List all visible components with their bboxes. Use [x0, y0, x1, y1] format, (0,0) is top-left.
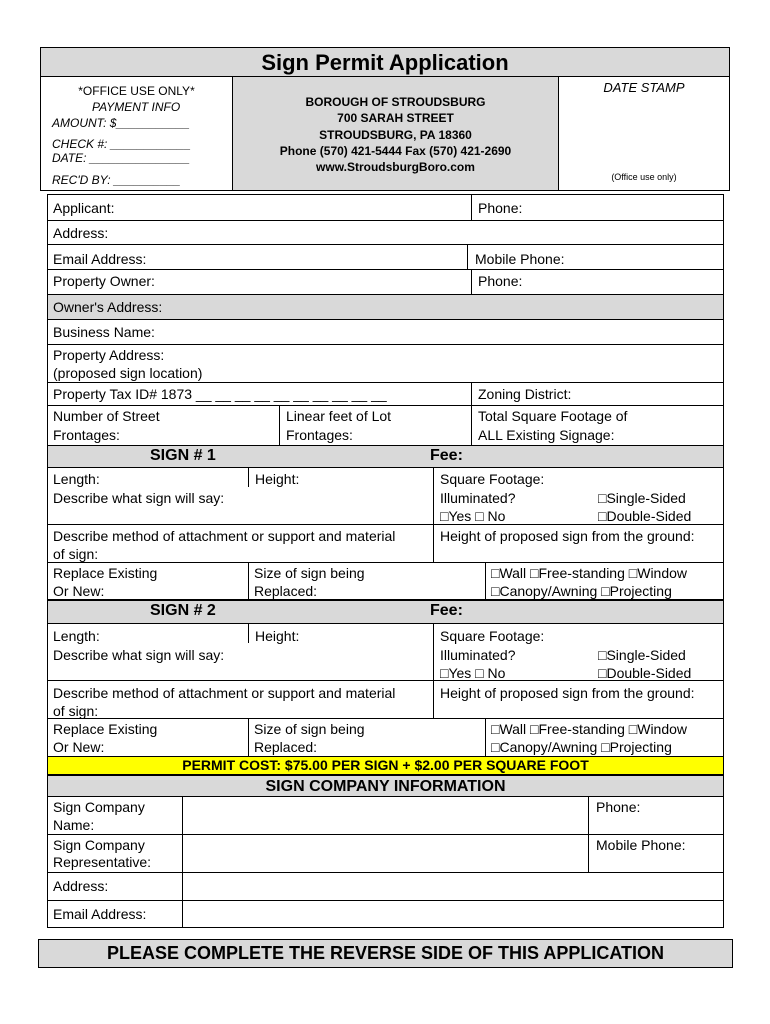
- date-stamp-label: DATE STAMP: [603, 80, 685, 95]
- borough-phone: Phone (570) 421-5444 Fax (570) 421-2690: [279, 144, 512, 158]
- payment-info-label: PAYMENT INFO: [92, 100, 181, 114]
- check-field[interactable]: CHECK #: ____________: [52, 137, 191, 151]
- sign-company-rep-sublabel: Representative:: [53, 854, 152, 870]
- sign-company-phone-field[interactable]: Phone:: [596, 799, 641, 815]
- sign-1-size-replaced[interactable]: Size of sign being: [254, 565, 365, 581]
- amount-field[interactable]: AMOUNT: $___________: [52, 116, 190, 130]
- sign-2-replace-cont: Or New:: [53, 739, 105, 755]
- sign-1-yes-no[interactable]: □Yes □ No: [440, 508, 506, 524]
- sign-company-address-input[interactable]: [183, 873, 723, 900]
- applicant-field[interactable]: Applicant:: [53, 200, 115, 216]
- sign-2-size-replaced[interactable]: Size of sign being: [254, 721, 365, 737]
- sign-1-replace-cont: Or New:: [53, 583, 105, 599]
- sign-company-rep-input[interactable]: [183, 835, 588, 872]
- sign-1-double-sided[interactable]: □Double-Sided: [598, 508, 692, 524]
- sign-2-replace[interactable]: Replace Existing: [53, 721, 158, 737]
- sign-1-method-cont: of sign:: [53, 546, 99, 562]
- linear-feet-label[interactable]: Linear feet of Lot: [286, 408, 392, 424]
- sign-1-length[interactable]: Length:: [53, 471, 100, 487]
- permit-cost-text: PERMIT COST: $75.00 PER SIGN + $2.00 PER SQUARE FOOT: [182, 757, 589, 773]
- sign-1-types-row-1[interactable]: □Wall □Free-standing □Window: [491, 565, 688, 581]
- property-address-sublabel: (proposed sign location): [53, 365, 203, 381]
- sign-company-name-input[interactable]: [183, 797, 588, 834]
- address-field[interactable]: Address:: [53, 225, 109, 241]
- sign-2-height-ground[interactable]: Height of proposed sign from the ground:: [440, 685, 695, 701]
- business-name-field[interactable]: Business Name:: [53, 324, 155, 340]
- sign-2-yes-no[interactable]: □Yes □ No: [440, 665, 506, 681]
- total-sqft-label[interactable]: Total Square Footage of: [478, 408, 628, 424]
- sign-1-height-ground[interactable]: Height of proposed sign from the ground:: [440, 528, 695, 544]
- sign-company-heading: SIGN COMPANY INFORMATION: [265, 778, 506, 795]
- sign-1-height[interactable]: Height:: [255, 471, 300, 487]
- property-address-label[interactable]: Property Address:: [53, 347, 165, 363]
- sign-company-rep-label: Sign Company: [53, 837, 145, 853]
- sign-1-size-replaced-cont: Replaced:: [254, 583, 318, 599]
- sign-2-size-replaced-cont: Replaced:: [254, 739, 318, 755]
- recd-by-field[interactable]: REC'D BY: __________: [52, 173, 181, 187]
- sign-2-square-footage[interactable]: Square Footage:: [440, 628, 545, 644]
- sign-company-email-label: Email Address:: [53, 906, 147, 922]
- applicant-phone-field[interactable]: Phone:: [478, 200, 523, 216]
- mobile-phone-field[interactable]: Mobile Phone:: [475, 251, 565, 267]
- property-tax-id-field[interactable]: Property Tax ID# 1873 __ __ __ __ __ __ __ __ __ __: [53, 386, 387, 402]
- sign-2-illuminated: Illuminated?: [440, 647, 516, 663]
- owners-address-field[interactable]: Owner's Address:: [53, 299, 163, 315]
- borough-city: STROUDSBURG, PA 18360: [319, 128, 472, 142]
- sign-2-height[interactable]: Height:: [255, 628, 300, 644]
- email-field[interactable]: Email Address:: [53, 251, 147, 267]
- sign-1-method[interactable]: Describe method of attachment or support and material: [53, 528, 396, 544]
- sign-1-heading: SIGN # 1: [150, 447, 216, 464]
- sign-2-types-row-1[interactable]: □Wall □Free-standing □Window: [491, 721, 688, 737]
- date-field[interactable]: DATE: _______________: [52, 151, 190, 165]
- borough-name: BOROUGH OF STROUDSBURG: [305, 95, 486, 109]
- street-frontages-label[interactable]: Number of Street: [53, 408, 160, 424]
- borough-website: www.StroudsburgBoro.com: [316, 160, 475, 174]
- date-stamp-note: (Office use only): [611, 172, 677, 182]
- sign-company-email-input[interactable]: [183, 901, 723, 927]
- sign-2-fee[interactable]: Fee:: [430, 602, 463, 619]
- sign-1-illuminated: Illuminated?: [440, 490, 516, 506]
- sign-2-length[interactable]: Length:: [53, 628, 100, 644]
- sign-2-heading: SIGN # 2: [150, 602, 216, 619]
- zoning-district-field[interactable]: Zoning District:: [478, 386, 572, 402]
- sign-2-describe[interactable]: Describe what sign will say:: [53, 647, 225, 663]
- sign-2-method-cont: of sign:: [53, 703, 99, 719]
- total-sqft-sublabel: ALL Existing Signage:: [478, 427, 615, 443]
- sign-1-types-row-2[interactable]: □Canopy/Awning □Projecting: [491, 583, 672, 599]
- page-title: Sign Permit Application: [261, 50, 509, 75]
- sign-company-mobile-field[interactable]: Mobile Phone:: [596, 837, 686, 853]
- sign-2-single-sided[interactable]: □Single-Sided: [598, 647, 686, 663]
- sign-company-name-label: Sign Company: [53, 799, 145, 815]
- sign-1-fee[interactable]: Fee:: [430, 447, 463, 464]
- office-use-heading: *OFFICE USE ONLY*: [78, 84, 195, 98]
- sign-1-single-sided[interactable]: □Single-Sided: [598, 490, 686, 506]
- sign-1-square-footage[interactable]: Square Footage:: [440, 471, 545, 487]
- sign-2-method[interactable]: Describe method of attachment or support and material: [53, 685, 396, 701]
- property-owner-field[interactable]: Property Owner:: [53, 273, 155, 289]
- sign-1-replace[interactable]: Replace Existing: [53, 565, 158, 581]
- footer-notice: PLEASE COMPLETE THE REVERSE SIDE OF THIS APPLICATION: [106, 943, 665, 963]
- sign-1-describe[interactable]: Describe what sign will say:: [53, 490, 225, 506]
- owner-phone-field[interactable]: Phone:: [478, 273, 523, 289]
- borough-street: 700 SARAH STREET: [337, 111, 454, 125]
- sign-2-double-sided[interactable]: □Double-Sided: [598, 665, 692, 681]
- sign-company-name-sublabel: Name:: [53, 817, 95, 833]
- linear-feet-sublabel: Frontages:: [286, 427, 353, 443]
- sign-company-address-label: Address:: [53, 878, 109, 894]
- street-frontages-sublabel: Frontages:: [53, 427, 120, 443]
- sign-2-types-row-2[interactable]: □Canopy/Awning □Projecting: [491, 739, 672, 755]
